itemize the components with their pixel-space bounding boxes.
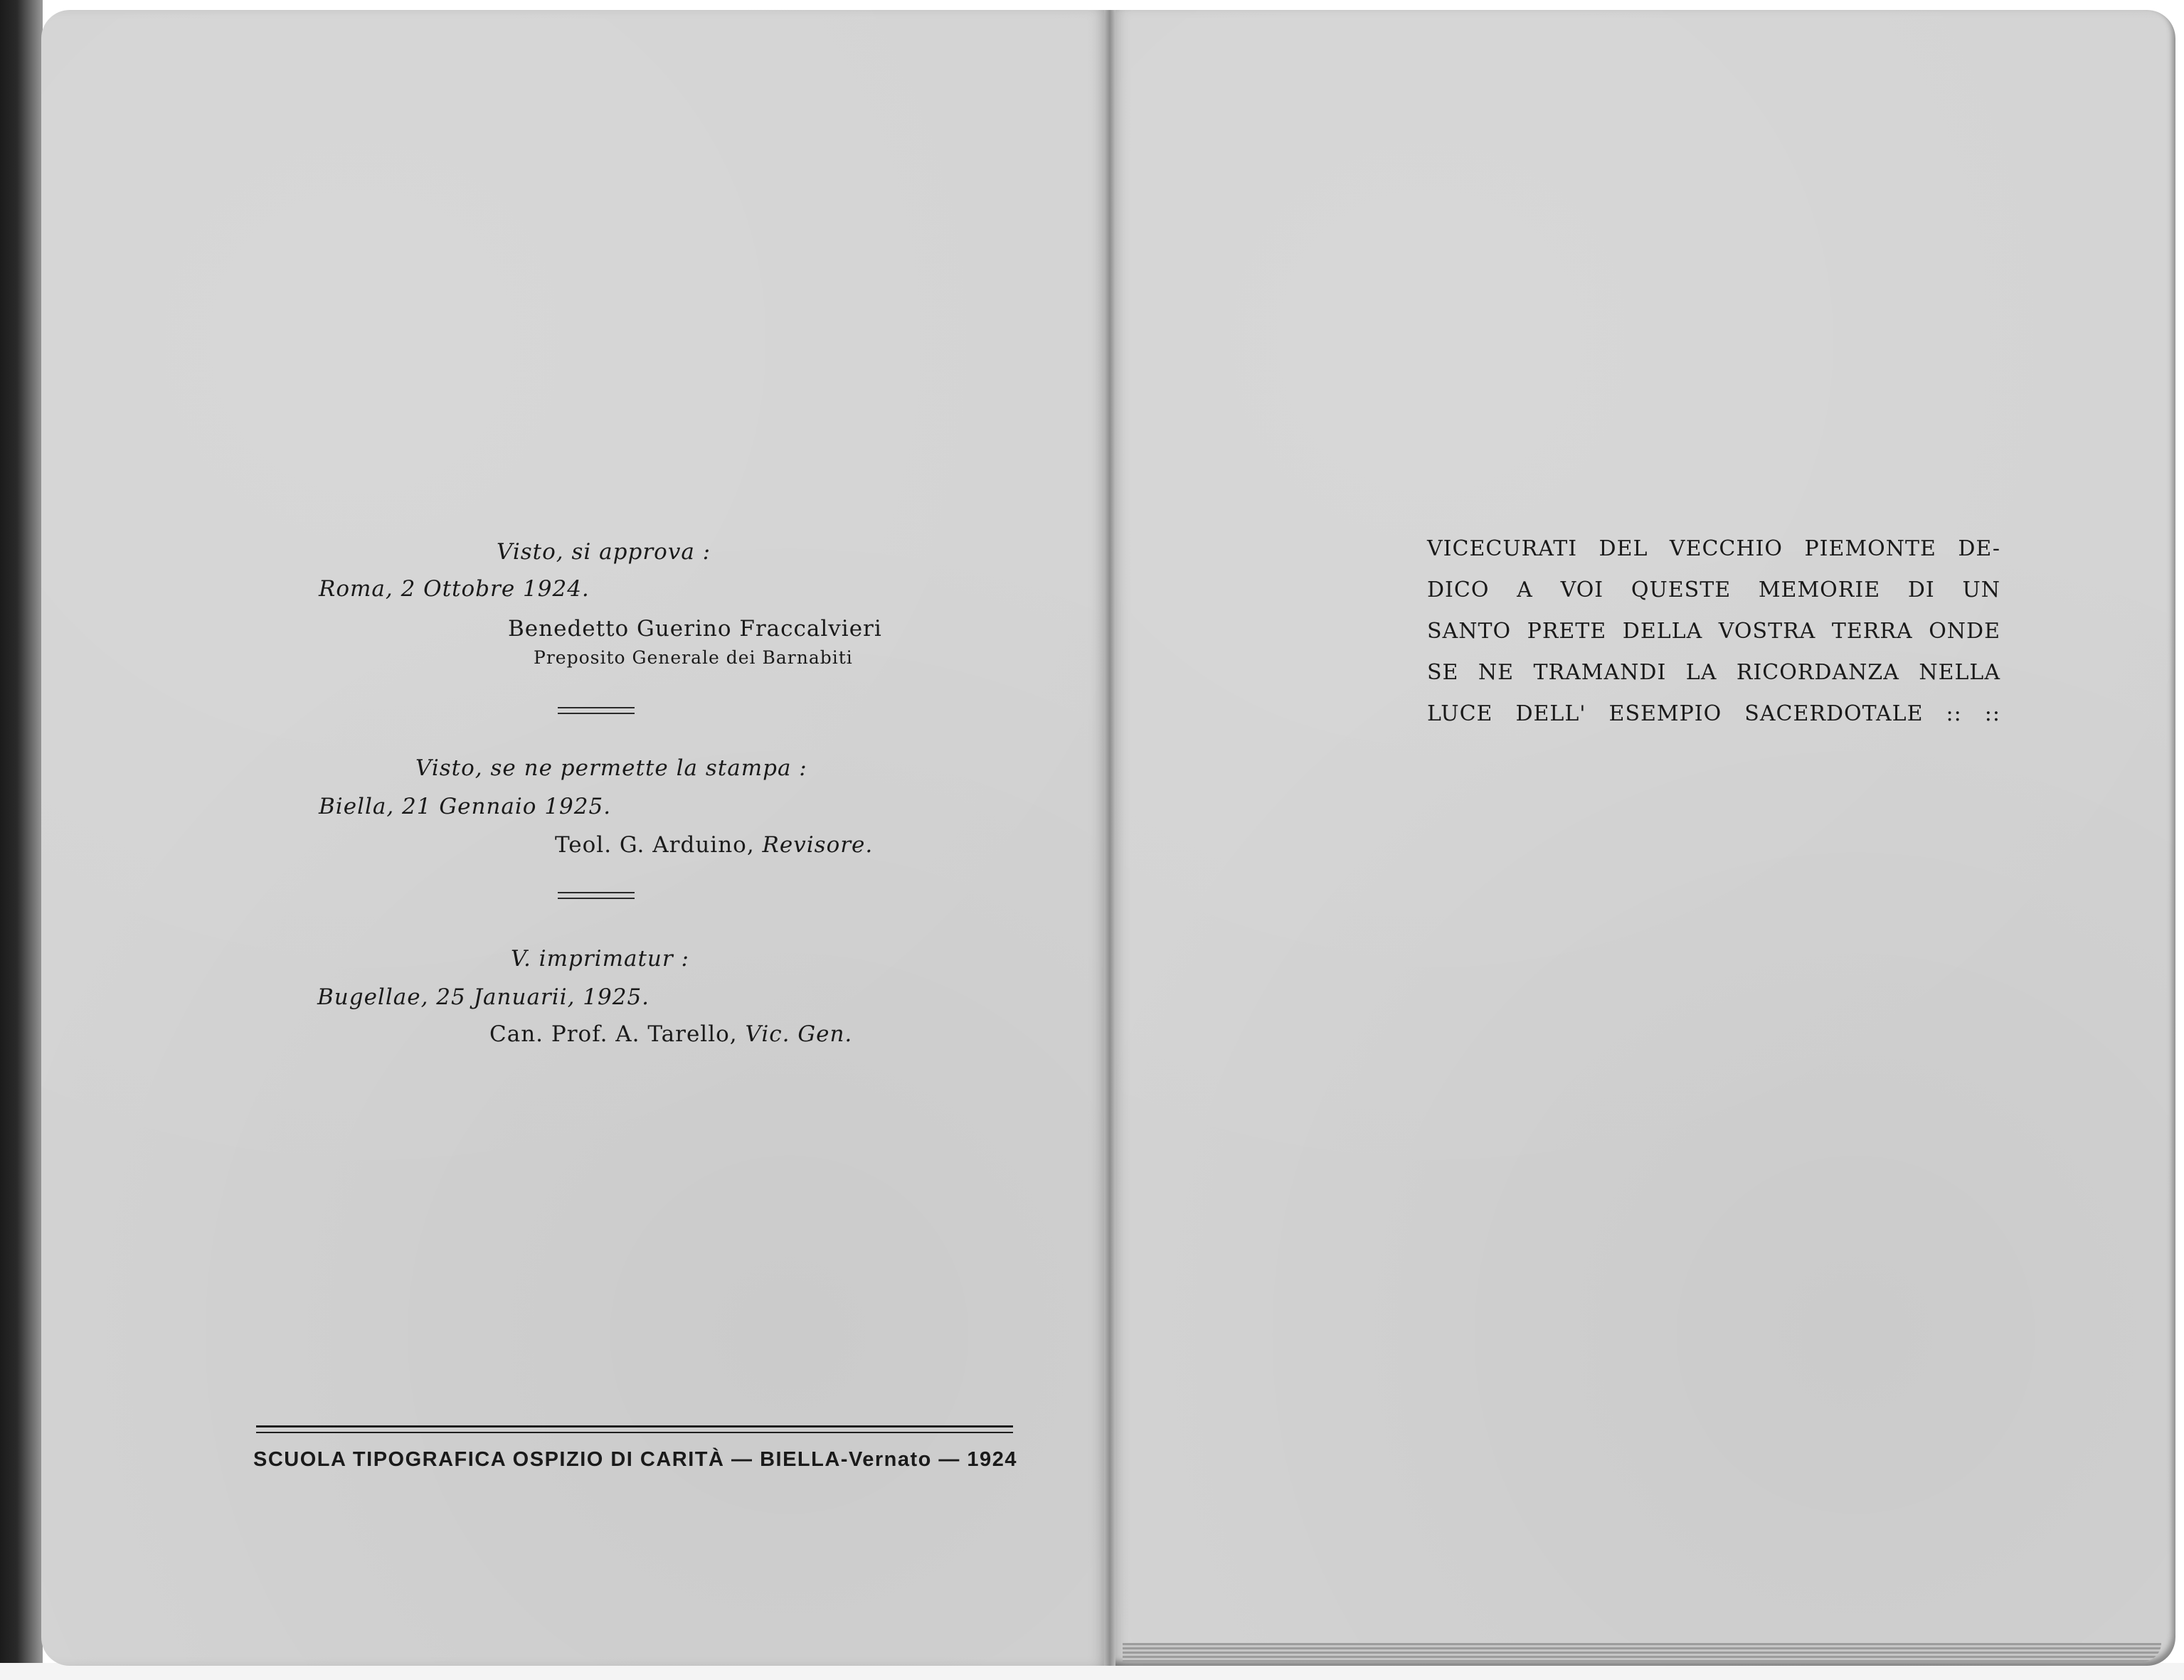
section-divider [558, 707, 635, 714]
dedication-line-1: VICECURATI DEL VECCHIO PIEMONTE DE- [1427, 536, 2000, 561]
dedication-line-4: SE NE TRAMANDI LA RICORDANZA NELLA [1427, 660, 2000, 685]
page-block-edge [1123, 1643, 2161, 1662]
approval-1-place-date: Roma, 2 Ottobre 1924. [319, 576, 590, 602]
approval-2-heading: Visto, se ne permette la stampa : [415, 755, 807, 781]
footer-rule [256, 1425, 1013, 1433]
approval-2-signature-line [555, 832, 873, 858]
dedication-line-3: SANTO PRETE DELLA VOSTRA TERRA ONDE [1427, 619, 2000, 644]
book-spread [41, 10, 2175, 1666]
approval-2-place-date: Biella, 21 Gennaio 1925. [319, 794, 612, 819]
approval-1-title: Preposito Generale dei Barnabiti [534, 647, 853, 668]
approval-3-signature-line [489, 1021, 852, 1047]
approval-1-signatory: Benedetto Guerino Fraccalvieri [508, 616, 882, 642]
approval-2-role: Revisore. [762, 832, 874, 858]
approval-2-signatory: Teol. G. Arduino, [555, 832, 755, 858]
approval-3-role: Vic. Gen. [745, 1021, 853, 1047]
scanner-background [0, 0, 43, 1680]
right-page [1110, 10, 2175, 1666]
left-page [41, 10, 1110, 1666]
section-divider [558, 892, 635, 899]
approval-3-heading: V. imprimatur : [511, 946, 689, 972]
approval-3-signatory: Can. Prof. A. Tarello, [489, 1021, 738, 1047]
approval-1-heading: Visto, si approva : [497, 539, 711, 565]
book-gutter [1104, 10, 1115, 1666]
printer-imprint: SCUOLA TIPOGRAFICA OSPIZIO DI CARITÀ — BIELLA-Vernato — 1924 [253, 1448, 1017, 1471]
approval-3-place-date: Bugellae, 25 Januarii, 1925. [317, 984, 650, 1010]
dedication-line-5: LUCE DELL' ESEMPIO SACERDOTALE :: :: [1427, 701, 2000, 726]
dedication-line-2: DICO A VOI QUESTE MEMORIE DI UN [1427, 578, 2000, 602]
